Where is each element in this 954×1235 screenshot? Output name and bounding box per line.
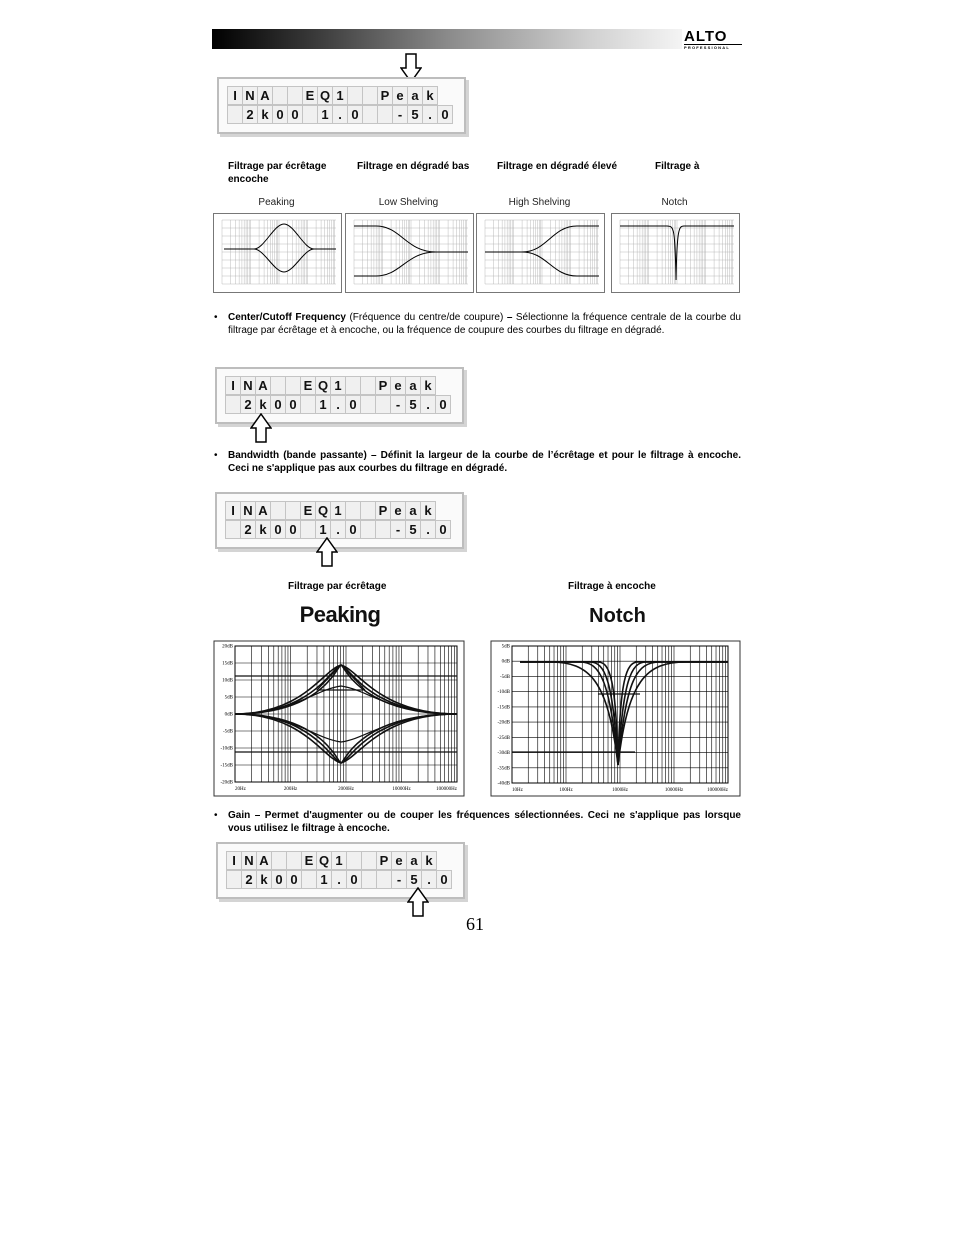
lcd-cell: I xyxy=(226,851,242,870)
lcd-cell: 2 xyxy=(240,520,256,539)
lcd-cell: . xyxy=(422,105,438,124)
bullet-dot: • xyxy=(214,810,218,821)
bullet-dot: • xyxy=(214,312,218,323)
lcd-cell: N xyxy=(240,501,256,520)
lcd-cell: 0 xyxy=(436,870,452,889)
lcd-cell: a xyxy=(405,501,421,520)
bullet-bandwidth: Bandwidth (bande passante) – Définit la largeur de la courbe de l’écrêtage et pour le filtrage à encoche. Ceci ne s'applique pas aux courbes du filtrage en dégradé. xyxy=(228,450,741,474)
lcd-cell: - xyxy=(392,105,408,124)
caption-large-peaking: Filtrage par écrêtage xyxy=(288,581,387,592)
x-tick-label: 1000Hz xyxy=(612,788,628,793)
lcd-cell: . xyxy=(332,105,348,124)
up-arrow-icon xyxy=(407,887,429,917)
lcd-cell: 1 xyxy=(331,851,347,870)
x-tick-label: 200Hz xyxy=(283,787,298,792)
lcd-cell xyxy=(286,851,302,870)
lcd-row-1 xyxy=(227,86,437,105)
caption-high-shelving: Filtrage en dégradé élevé xyxy=(497,161,618,172)
caption-notch: Filtrage à xyxy=(655,161,700,172)
small-graph-peaking xyxy=(213,213,342,293)
lcd-cell xyxy=(225,520,241,539)
lcd-row-1 xyxy=(226,851,436,870)
up-arrow-icon xyxy=(250,413,272,443)
lcd-cell: E xyxy=(300,501,316,520)
lcd-cell: k xyxy=(256,870,272,889)
lcd-cell: P xyxy=(375,376,391,395)
lcd-cell xyxy=(377,105,393,124)
caption-large-notch: Filtrage à encoche xyxy=(568,581,656,592)
y-tick-label: -20dB xyxy=(497,720,510,726)
lcd-cell: A xyxy=(255,376,271,395)
large-title-notch: Notch xyxy=(589,605,646,627)
y-tick-label: 10dB xyxy=(222,678,233,684)
lcd-cell: P xyxy=(375,501,391,520)
lcd-cell: I xyxy=(225,501,241,520)
lcd-cell: . xyxy=(421,870,437,889)
lcd-row-2 xyxy=(225,395,450,414)
lcd-cell xyxy=(227,105,243,124)
x-tick-label: 10000Hz xyxy=(664,788,684,793)
lcd-cell: 0 xyxy=(347,105,363,124)
y-tick-label: 5dB xyxy=(501,644,510,650)
small-graph-notch xyxy=(611,213,740,293)
y-tick-label: -35dB xyxy=(497,766,510,772)
lcd-cell: 5 xyxy=(405,395,421,414)
lcd-cell xyxy=(302,105,318,124)
lcd-cell xyxy=(362,105,378,124)
lcd-cell: 0 xyxy=(286,870,302,889)
lcd-cell xyxy=(225,395,241,414)
lcd-cell: I xyxy=(225,376,241,395)
lcd-cell xyxy=(361,870,377,889)
up-arrow-icon xyxy=(316,537,338,567)
y-tick-label: -20dB xyxy=(220,780,233,786)
lcd-cell: N xyxy=(240,376,256,395)
y-tick-label: -15dB xyxy=(497,705,510,711)
lcd-cell: . xyxy=(331,870,347,889)
lcd-cell xyxy=(346,851,362,870)
lcd-cell: 0 xyxy=(346,870,362,889)
x-tick-label: 100000Hz xyxy=(707,788,728,793)
y-tick-label: -25dB xyxy=(497,735,510,741)
lcd-row-1 xyxy=(225,501,435,520)
x-tick-label: 100Hz xyxy=(559,788,573,793)
lcd-cell xyxy=(272,86,288,105)
lcd-cell xyxy=(300,395,316,414)
lcd-cell: 0 xyxy=(345,520,361,539)
lcd-cell xyxy=(360,520,376,539)
lcd-cell: 5 xyxy=(406,870,422,889)
lcd-cell: . xyxy=(330,395,346,414)
x-tick-label: 10000Hz xyxy=(392,787,411,792)
lcd-cell: - xyxy=(391,870,407,889)
lcd-cell: k xyxy=(421,851,437,870)
lcd-cell: N xyxy=(241,851,257,870)
bullet-center-frequency: Center/Cutoff Frequency (Fréquence du centre/de coupure) – Sélectionne la fréquence centrale de la courbe du filtrage par écrêtage et à encoche, ou la fréquence de coupure des courbes du filtrage en dégradé. xyxy=(228,312,741,336)
lcd-cell: 0 xyxy=(270,395,286,414)
y-tick-label: -30dB xyxy=(497,751,510,757)
lcd-cell: a xyxy=(407,86,423,105)
lcd-cell xyxy=(375,520,391,539)
lcd-cell: k xyxy=(257,105,273,124)
lcd-cell: Q xyxy=(315,501,331,520)
lcd-cell: 2 xyxy=(241,870,257,889)
lcd-cell: A xyxy=(256,851,272,870)
y-tick-label: -10dB xyxy=(497,690,510,696)
small-graph-title-low-shelving: Low Shelving xyxy=(378,197,439,208)
lcd-cell xyxy=(360,501,376,520)
lcd-cell xyxy=(271,851,287,870)
lcd-cell: 1 xyxy=(332,86,348,105)
x-tick-label: 2000Hz xyxy=(338,787,354,792)
lcd-cell: 0 xyxy=(272,105,288,124)
y-tick-label: -40dB xyxy=(497,781,510,787)
x-tick-label: 10Hz xyxy=(512,788,523,793)
lcd-cell: E xyxy=(302,86,318,105)
lcd-cell xyxy=(287,86,303,105)
lcd-cell xyxy=(285,501,301,520)
lcd-cell: k xyxy=(422,86,438,105)
lcd-cell xyxy=(362,86,378,105)
lcd-cell: Q xyxy=(317,86,333,105)
caption-low-shelving: Filtrage en dégradé bas xyxy=(357,161,470,172)
caption-peaking: Filtrage par écrêtage encoche xyxy=(228,161,327,185)
y-tick-label: -5dB xyxy=(500,674,510,680)
y-tick-label: 0dB xyxy=(224,712,233,718)
lcd-cell: 1 xyxy=(315,395,331,414)
lcd-cell: P xyxy=(377,86,393,105)
lcd-cell: a xyxy=(406,851,422,870)
lcd-cell xyxy=(376,870,392,889)
y-tick-label: 0dB xyxy=(501,659,510,665)
lcd-cell xyxy=(360,376,376,395)
lcd-cell: E xyxy=(301,851,317,870)
lcd-cell xyxy=(361,851,377,870)
small-graph-title-high-shelving: High Shelving xyxy=(508,197,571,208)
lcd-cell xyxy=(270,376,286,395)
lcd-cell xyxy=(270,501,286,520)
lcd-cell xyxy=(345,501,361,520)
lcd-cell: E xyxy=(300,376,316,395)
lcd-cell: P xyxy=(376,851,392,870)
lcd-row-1 xyxy=(225,376,435,395)
lcd-cell xyxy=(226,870,242,889)
y-tick-label: 20dB xyxy=(222,644,233,650)
lcd-cell: 2 xyxy=(242,105,258,124)
page-number: 61 xyxy=(466,914,484,934)
lcd-cell: 1 xyxy=(315,520,331,539)
lcd-cell: e xyxy=(391,851,407,870)
y-tick-label: 5dB xyxy=(224,695,233,701)
lcd-cell: 0 xyxy=(435,520,451,539)
x-tick-label: 100000Hz xyxy=(436,787,457,792)
lcd-cell: 0 xyxy=(270,520,286,539)
lcd-cell: 1 xyxy=(330,501,346,520)
lcd-cell xyxy=(300,520,316,539)
lcd-cell: 0 xyxy=(271,870,287,889)
small-graph-low-shelving xyxy=(345,213,474,293)
lcd-cell: e xyxy=(390,376,406,395)
lcd-cell xyxy=(285,376,301,395)
header-gradient-bar xyxy=(212,29,682,49)
lcd-cell: e xyxy=(392,86,408,105)
large-title-peaking: Peaking xyxy=(299,602,381,627)
y-tick-label: -5dB xyxy=(223,729,233,735)
large-graph-notch xyxy=(490,640,741,797)
lcd-row-2 xyxy=(227,105,452,124)
lcd-cell xyxy=(301,870,317,889)
lcd-cell: 0 xyxy=(437,105,453,124)
lcd-cell: 1 xyxy=(330,376,346,395)
lcd-cell: 5 xyxy=(405,520,421,539)
lcd-cell: 0 xyxy=(345,395,361,414)
lcd-cell: I xyxy=(227,86,243,105)
lcd-cell: . xyxy=(330,520,346,539)
lcd-cell: 1 xyxy=(317,105,333,124)
lcd-cell: k xyxy=(420,501,436,520)
lcd-cell: k xyxy=(420,376,436,395)
large-graph-peaking xyxy=(213,640,465,797)
bullet-gain: Gain – Permet d'augmenter ou de couper les fréquences sélectionnées. Ceci ne s'applique pas lorsque vous utilisez le filtrage à encoche. xyxy=(228,810,741,834)
lcd-cell: e xyxy=(390,501,406,520)
lcd-cell xyxy=(345,376,361,395)
y-tick-label: -15dB xyxy=(220,763,233,769)
lcd-cell xyxy=(375,395,391,414)
alto-logo: ALTO PROFESSIONAL xyxy=(684,30,742,50)
lcd-cell: . xyxy=(420,395,436,414)
bullet-dot: • xyxy=(214,450,218,461)
lcd-cell: 0 xyxy=(285,520,301,539)
lcd-display-bandwidth xyxy=(215,492,464,549)
x-tick-label: 20Hz xyxy=(235,787,246,792)
y-tick-label: 15dB xyxy=(222,661,233,667)
lcd-cell: Q xyxy=(316,851,332,870)
lcd-cell: a xyxy=(405,376,421,395)
small-graph-title-peaking: Peaking xyxy=(258,197,295,208)
y-tick-label: -10dB xyxy=(220,746,233,752)
lcd-cell: 5 xyxy=(407,105,423,124)
lcd-cell: k xyxy=(255,520,271,539)
lcd-cell: N xyxy=(242,86,258,105)
small-graph-title-notch: Notch xyxy=(661,197,688,208)
lcd-cell: 1 xyxy=(316,870,332,889)
lcd-cell: k xyxy=(255,395,271,414)
lcd-cell: A xyxy=(257,86,273,105)
lcd-cell: A xyxy=(255,501,271,520)
small-graph-high-shelving xyxy=(476,213,605,293)
lcd-cell: 2 xyxy=(240,395,256,414)
lcd-cell xyxy=(347,86,363,105)
lcd-cell xyxy=(360,395,376,414)
lcd-cell: - xyxy=(390,395,406,414)
lcd-cell: . xyxy=(420,520,436,539)
lcd-cell: 0 xyxy=(287,105,303,124)
lcd-cell: 0 xyxy=(285,395,301,414)
lcd-cell: 0 xyxy=(435,395,451,414)
lcd-cell: Q xyxy=(315,376,331,395)
lcd-cell: - xyxy=(390,520,406,539)
lcd-display-top xyxy=(217,77,466,134)
